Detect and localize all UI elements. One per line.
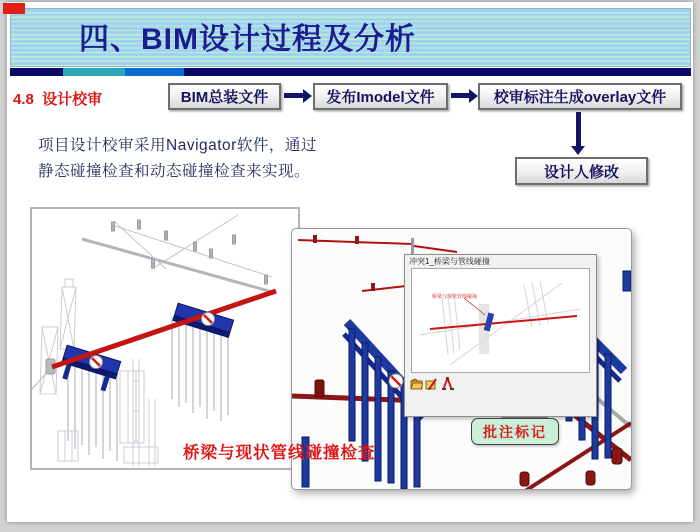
- divider-segment-blue: [125, 68, 184, 76]
- left-image-caption: 桥梁与现状管线碰撞检查: [183, 444, 376, 462]
- flow-step-bim-assembly: BIM总装文件: [168, 83, 281, 110]
- redline-tool-icon: [441, 376, 454, 391]
- annotation-callout: 批注标记: [471, 418, 559, 445]
- corner-accent-red: [3, 3, 25, 14]
- markup-pencil-icon: [425, 376, 438, 391]
- body-text-line: 项目设计校审采用Navigator软件，通过: [38, 137, 317, 154]
- flow-arrow-right-icon: [284, 93, 303, 98]
- divider-segment-navy: [10, 68, 63, 76]
- folder-icon: [410, 376, 423, 391]
- section-label: 4.8 设计校审: [13, 91, 103, 108]
- conflict-popup-view: [411, 268, 590, 373]
- conflict-popup-drawing: [412, 269, 589, 372]
- flow-step-publish-imodel: 发布Imodel文件: [313, 83, 448, 110]
- body-text-line: 静态碰撞检查和动态碰撞检查来实现。: [38, 163, 311, 180]
- flow-arrow-right-icon: [451, 93, 469, 98]
- conflict-popup-window: [404, 254, 597, 417]
- popup-annotation-text: 桥梁与现状管线碰撞: [432, 294, 478, 300]
- flow-arrow-down-icon: [576, 112, 581, 146]
- slide-canvas: [7, 2, 693, 522]
- divider-segment-navy-long: [184, 68, 691, 76]
- page-title: 四、BIM设计过程及分析: [79, 23, 416, 56]
- conflict-popup-title: 冲突1_桥梁与管线碰撞: [409, 257, 490, 266]
- left-model-drawing: [32, 209, 298, 468]
- gray-pipeline: [82, 215, 276, 293]
- left-model-image: [30, 207, 300, 470]
- divider-segment-teal: [63, 68, 125, 76]
- header-band: [10, 8, 691, 67]
- flow-step-designer-modify: 设计人修改: [515, 157, 648, 185]
- flow-step-overlay-file: 校审标注生成overlay文件: [478, 83, 682, 110]
